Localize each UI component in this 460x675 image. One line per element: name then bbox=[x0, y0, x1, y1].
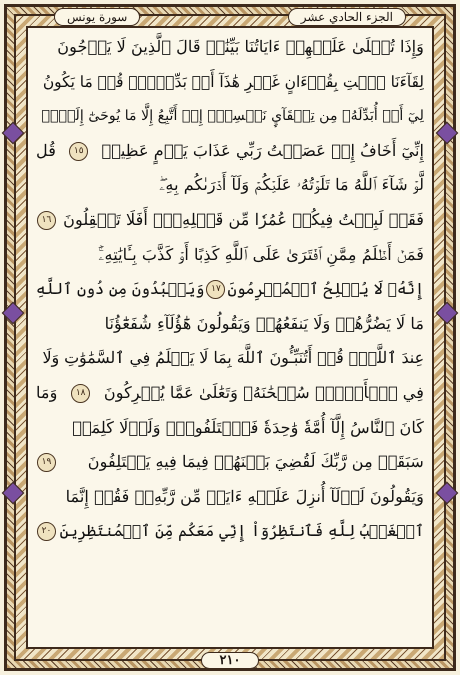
verse-text: وَإِذَا تُتۡلَىٰ عَلَيۡهِمۡ ءَايَاتُنَا بَيِّنَٰتٖ قَالَ ٱلَّذِينَ لَا يَرۡجُونَ bbox=[57, 37, 424, 56]
verse-text-continuation: وَيَعۡبُدُونَ مِن دُونِ ٱللَّهِ bbox=[36, 280, 205, 299]
surah-name-label: سورة يونس bbox=[54, 8, 140, 26]
page-footer bbox=[0, 648, 460, 672]
page-header bbox=[26, 4, 434, 30]
verse-text: سَبَقَتۡ مِن رَّبِّكَ لَقُضِيَ بَيۡنَهُمۡ فِيمَا فِيهِ يَخۡتَلِفُونَ bbox=[87, 452, 424, 472]
verse-text: إِنِّيٓ أَخَافُ إِنۡ عَصَيۡتُ رَبِّي عَذَابَ يَوۡمٍ عَظِيمٖ bbox=[101, 140, 424, 160]
text-line bbox=[36, 238, 424, 273]
ayah-number-marker: ١٧ bbox=[206, 280, 225, 299]
verse-text: لَّوۡ شَآءَ ٱللَّهُ مَا تَلَوۡتُهُۥ عَلَيۡكُمۡ وَلَآ أَدۡرَىٰكُم بِهِۦۖ bbox=[159, 175, 424, 195]
text-line bbox=[36, 272, 424, 307]
diamond-ornament-icon bbox=[0, 300, 26, 326]
ayah-number-marker: ٢٠ bbox=[37, 522, 56, 541]
verse-text: لِيٓ أَنۡ أُبَدِّلَهُۥ مِن تِلۡقَآيِٕ نَفۡسِيٓۖ إِنۡ أَتَّبِعُ إِلَّا مَا يُوحَىٰٓ إِلَيَّۖ bbox=[41, 108, 424, 125]
quran-text-body bbox=[36, 30, 424, 618]
verse-text: فَقَدۡ لَبِثۡتُ فِيكُمۡ عُمُرٗا مِّن قَبۡلِهِۦٓۚ أَفَلَا تَعۡقِلُونَ bbox=[63, 209, 424, 229]
text-line bbox=[36, 134, 424, 169]
verse-text: وَيَقُولُونَ لَوۡلَآ أُنزِلَ عَلَيۡهِ ءَايَةٞ مِّن رَّبِّهِۦۖ فَقُلۡ إِنَّمَا bbox=[65, 486, 424, 506]
diamond-ornament-icon bbox=[434, 120, 460, 146]
diamond-ornament-icon bbox=[0, 120, 26, 146]
verse-text: فِي ٱلۡأَرۡضِۚ سُبۡحَٰنَهُۥ وَتَعَٰلَىٰ عَمَّا يُشۡرِكُونَ bbox=[103, 382, 424, 402]
text-line bbox=[36, 445, 424, 480]
text-line bbox=[36, 411, 424, 446]
verse-text: كَانَ ٱلنَّاسُ إِلَّآ أُمَّةٗ وَٰحِدَةٗ فَٱخۡتَلَفُواْۚ وَلَوۡلَا كَلِمَةٞ bbox=[72, 417, 424, 437]
text-line bbox=[36, 30, 424, 65]
verse-text: لِقَآءَنَا ٱئۡتِ بِقُرۡءَانٍ غَيۡرِ هَٰذَآ أَوۡ بَدِّلۡهُۚ قُلۡ مَا يَكُونُ bbox=[42, 72, 424, 91]
text-line bbox=[36, 65, 424, 100]
text-line bbox=[36, 514, 424, 549]
text-line bbox=[36, 99, 424, 134]
verse-text-continuation: وَمَا bbox=[36, 382, 58, 402]
diamond-ornament-icon bbox=[0, 480, 26, 506]
ayah-number-marker: ١٨ bbox=[71, 384, 90, 403]
ayah-number-marker: ١٥ bbox=[69, 142, 88, 161]
text-line bbox=[36, 341, 424, 376]
verse-text: مَا لَا يَضُرُّهُمۡ وَلَا يَنفَعُهُمۡ وَيَقُولُونَ هَٰٓؤُلَآءِ شُفَعَٰٓؤُنَا bbox=[104, 313, 424, 333]
text-line bbox=[36, 480, 424, 515]
ayah-number-marker: ١٩ bbox=[37, 453, 56, 472]
verse-text: فَمَنۡ أَظۡلَمُ مِمَّنِ ٱفۡتَرَىٰ عَلَى ٱللَّهِ كَذِبًا أَوۡ كَذَّبَ بِـَٔايَٰتِهِۦٓۚ bbox=[98, 244, 424, 264]
diamond-ornament-icon bbox=[434, 480, 460, 506]
verse-text: إِنَّهُۥ لَا يُفۡلِحُ ٱلۡمُجۡرِمُونَ bbox=[227, 280, 424, 299]
text-line bbox=[36, 376, 424, 411]
text-line bbox=[36, 203, 424, 238]
juz-label: الجزء الحادي عشر bbox=[288, 8, 406, 26]
text-line bbox=[36, 307, 424, 342]
diamond-ornament-icon bbox=[434, 300, 460, 326]
page-number: ٢١٠ bbox=[201, 652, 260, 669]
verse-text-continuation: قُل bbox=[36, 140, 56, 160]
ayah-number-marker: ١٦ bbox=[37, 211, 56, 230]
verse-text: ٱلۡغَيۡبُ لِلَّهِ فَٱنتَظِرُوٓاْ إِنِّي مَعَكُم مِّنَ ٱلۡمُنتَظِرِينَ bbox=[59, 522, 424, 541]
verse-text: عِندَ ٱللَّهِۚ قُلۡ أَتُنَبِّـُٔونَ ٱللَّهَ بِمَا لَا يَعۡلَمُ فِي ٱلسَّمَٰوَٰتِ وَلَا bbox=[42, 348, 424, 368]
text-line bbox=[36, 168, 424, 203]
